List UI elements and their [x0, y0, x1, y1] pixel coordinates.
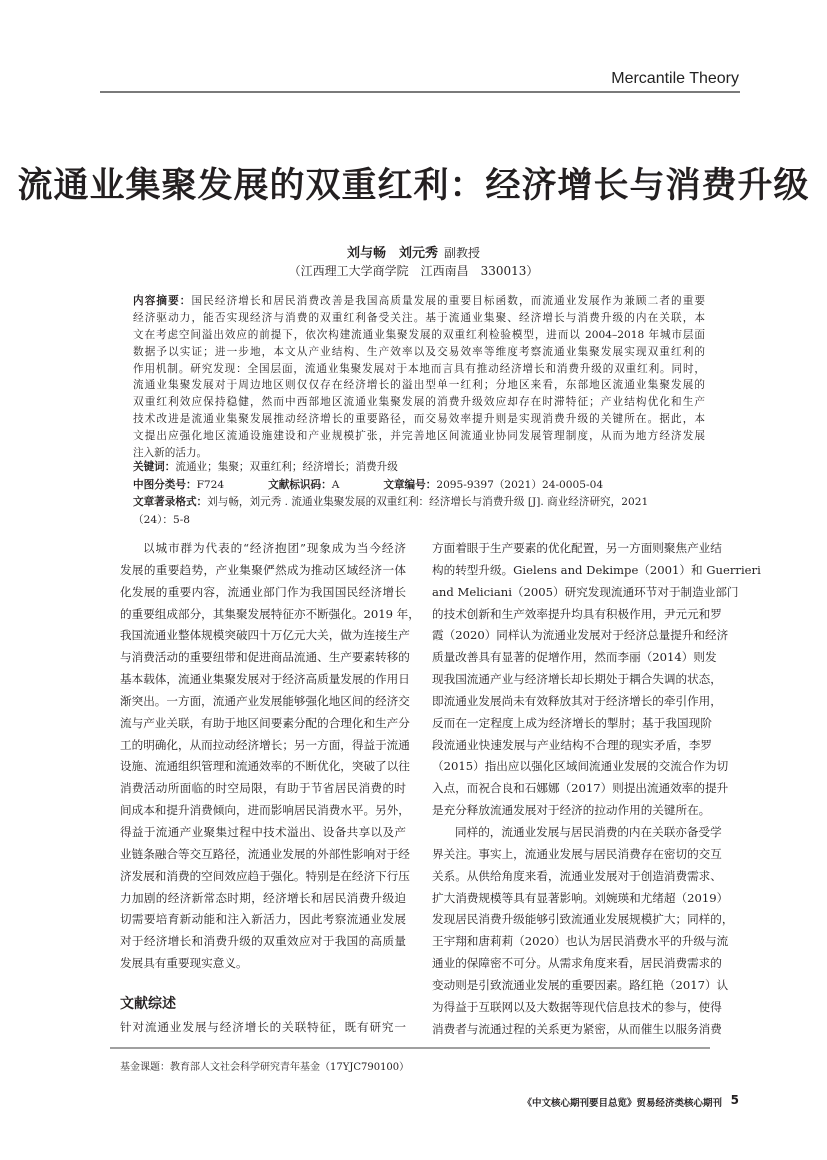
citation-line2: （24）：5-8 — [133, 513, 191, 526]
body-line: 方面着眼于生产要素的优化配置，另一方面则聚焦产业结 — [432, 541, 722, 555]
page-number: 5 — [730, 1093, 739, 1107]
body-line: 反而在一定程度上成为经济增长的掣肘；基于我国现阶 — [432, 715, 712, 730]
header-rule — [100, 91, 740, 93]
citation-label: 文章著录格式： — [133, 496, 208, 508]
body-line: 段流通业快速发展与产业结构不合理的现实矛盾，李罗 — [432, 737, 712, 752]
article-meta — [133, 459, 705, 529]
body-line: 工的明确化，从而拉动经济增长；另一方面，得益于流通 — [120, 737, 410, 752]
abstract-line: 双重红利效应保持稳健，然而中西部地区流通业集聚发展的消费升级效应却存在时滞特征；产业结构优化和生产 — [133, 396, 705, 409]
article-number-value: 2095-9397（2021）24-0005-04 — [436, 478, 604, 491]
body-line: 发展具有重要现实意义。 — [120, 956, 248, 971]
clc-value: F724 — [196, 478, 225, 491]
citation — [133, 494, 705, 512]
abstract-line: 流通业集聚发展对于周边地区则仅仅存在经济增长的溢出型单一红利；分地区来看，东部地区流通业集聚发展的 — [133, 379, 705, 392]
body-line: 渐突出。一方面，流通产业发展能够强化地区间的经济交 — [120, 693, 410, 708]
body-line: 与消费活动的重要纽带和促进商品流通、生产要素转移的 — [120, 650, 410, 665]
body-line: 质量改善具有显著的促增作用，然而李丽（2014）则发 — [432, 650, 717, 665]
body-line: 为得益于互联网以及大数据等现代信息技术的参与，使得 — [432, 999, 722, 1014]
abstract-line: 作用机制。研究发现：全国层面，流通业集聚发展对于本地而言具有推动经济增长和消费升级的双重红利。同时， — [133, 362, 705, 375]
abstract-line: 文在考虑空间溢出效应的前提下，依次构建流通业集聚发展的双重红利检验模型，进而以 2004–2018 年城市层面 — [133, 328, 705, 341]
abstract-text: 国民经济增长和居民消费改善是我国高质量发展的重要目标函数，而流通业发展作为兼顾二者的重要 — [191, 295, 706, 307]
affiliation: （江西理工大学商学院 江西南昌 330013） — [288, 264, 539, 278]
body-line: 入点，而祝合良和石娜娜（2017）则提出流通效率的提升 — [432, 781, 729, 796]
body-line: 即流通业发展尚未有效释放其对于经济增长的牵引作用， — [432, 693, 722, 708]
body-line: 界关注。事实上，流通业发展与居民消费存在密切的交互 — [432, 846, 722, 861]
body-line: 对于经济增长和消费升级的双重效应对于我国的高质量 — [120, 934, 406, 949]
abstract — [133, 293, 705, 462]
abstract-line: 经济驱动力，能否实现经济与消费的双重红利备受关注。基于流通业集聚、经济增长与消费升级的内在关联，本 — [133, 311, 705, 324]
body-line: 扩大消费规模等具有显著影响。刘婉瑛和尤绪超（2019） — [432, 890, 729, 905]
author-rank: 副教授 — [444, 246, 481, 260]
body-line: 的重要组成部分，其集聚发展特征亦不断强化。2019 年， — [120, 606, 420, 621]
body-line: 构的转型升级。Gielens and Dekimpe（2001）和 Guerrieri — [432, 562, 761, 577]
clc-label: 中图分类号： — [133, 478, 197, 491]
abstract-line: 注入新的活力。 — [133, 447, 208, 460]
journal-footer: 《中文核心期刊要目总览》贸易经济类核心期刊 — [522, 1098, 722, 1109]
authors — [0, 242, 827, 261]
fund-note: 基金课题：教育部人文社会科学研究青年基金（17YJC790100） — [120, 1062, 410, 1073]
body-line: 发展的重要趋势，产业集聚俨然成为推动区域经济一体 — [120, 562, 406, 577]
body-line: 消费者与流通过程的关系更为紧密，从而催生以服务消费 — [432, 1021, 722, 1036]
body-line: 发现居民消费升级能够引致流通业发展规模扩大；同样的， — [432, 912, 734, 927]
abstract-line: 文提出应强化地区流通设施建设和产业规模扩张，并完善地区间流通业协同发展管理制度，从而为地方经济发展 — [133, 430, 705, 443]
abstract-label: 内容摘要： — [133, 295, 192, 307]
body-line: 济发展和消费的空间效应趋于强化。特别是在经济下行压 — [120, 868, 410, 883]
author-names: 刘与畅 刘元秀 — [346, 246, 438, 261]
footnote-rule — [110, 1047, 710, 1049]
body-column-right — [432, 538, 761, 1040]
body-line: 化发展的重要内容，流通业部门作为我国国民经济增长 — [120, 584, 406, 599]
body-line: 通业的保障密不可分。从需求角度来看，居民消费需求的 — [432, 956, 722, 971]
keywords — [133, 459, 705, 477]
body-line: （2015）指出应以强化区域间流通业发展的交流合作为切 — [432, 759, 729, 774]
body-line: 间成本和提升消费倾向，进而影响居民消费水平。另外， — [120, 803, 410, 818]
body-line: 是充分释放流通发展对于经济的拉动作用的关键所在。 — [432, 803, 711, 818]
body-column-left — [120, 538, 420, 975]
body-line: 霞（2020）同样认为流通业发展对于经济总量提升和经济 — [432, 628, 729, 643]
body-line: 的技术创新和生产效率提升均具有积极作用，尹元元和罗 — [432, 606, 722, 621]
body-line: 基本载体，流通业集聚发展对于经济高质量发展的作用日 — [120, 672, 410, 687]
body-line: 现我国流通产业与经济增长却长期处于耦合失调的状态， — [432, 672, 722, 687]
keywords-label: 关键词： — [133, 461, 176, 473]
citation-line1: 刘与畅，刘元秀 . 流通业集聚发展的双重红利：经济增长与消费升级 [J]. 商业经济研究，2021 — [207, 496, 649, 508]
body-line: 以城市群为代表的“经济抱团”现象成为当今经济 — [143, 541, 406, 555]
article-number-label: 文章编号： — [383, 478, 437, 491]
abstract-line: 数据予以实证；进一步地，本文从产业结构、生产效率以及交易效率等维度考察流通业集聚发展实现双重红利的 — [133, 345, 705, 358]
body-line: 业链条融合等交互路径，流通业发展的外部性影响对于经 — [120, 846, 410, 861]
classification — [133, 477, 705, 495]
doc-code-value: A — [331, 478, 340, 491]
body-line: 我国流通业整体规模突破四十万亿元大关，做为连接生产 — [120, 628, 410, 643]
section-heading-literature-review: 文献综述 — [120, 996, 176, 1012]
keywords-value: 流通业；集聚；双重红利；经济增长；消费升级 — [175, 461, 398, 473]
abstract-line — [133, 293, 705, 310]
body-line: 力加剧的经济新常态时期，经济增长和居民消费升级迫 — [120, 890, 406, 905]
body-line: 变动则是引致流通业发展的重要因素。路红艳（2017）认 — [432, 977, 729, 992]
body-line: 消费活动所面临的时空局限，有助于节省居民消费的时 — [120, 781, 406, 796]
body-line: and Meliciani（2005）研究发现流通环节对于制造业部门 — [432, 584, 739, 599]
body-line: 王宇翔和唐莉莉（2020）也认为居民消费水平的升级与流 — [432, 934, 729, 949]
running-head: Mercantile Theory — [611, 70, 739, 87]
body-line: 关系。从供给角度来看，流通业发展对于创造消费需求、 — [432, 868, 722, 883]
doc-code-label: 文献标识码： — [268, 478, 332, 491]
abstract-line: 技术改进是流通业集聚发展推动经济增长的重要路径，而交易效率提升则是实现消费升级的关键所在。据此，本 — [133, 413, 705, 426]
body-line: 切需要培育新动能和注入新活力，因此考察流通业发展 — [120, 912, 406, 927]
paper-title: 流通业集聚发展的双重红利：经济增长与消费升级 — [17, 165, 810, 206]
body-line: 针对流通业发展与经济增长的关联特征，既有研究一 — [120, 1020, 406, 1034]
body-line: 得益于流通产业聚集过程中技术溢出、设备共享以及产 — [120, 824, 406, 839]
body-line: 流与产业关联，有助于地区间要素分配的合理化和生产分 — [120, 715, 410, 730]
body-line: 设施、流通组织管理和流通效率的不断优化，突破了以往 — [120, 759, 410, 774]
body-line: 同样的，流通业发展与居民消费的内在关联亦备受学 — [455, 824, 722, 839]
